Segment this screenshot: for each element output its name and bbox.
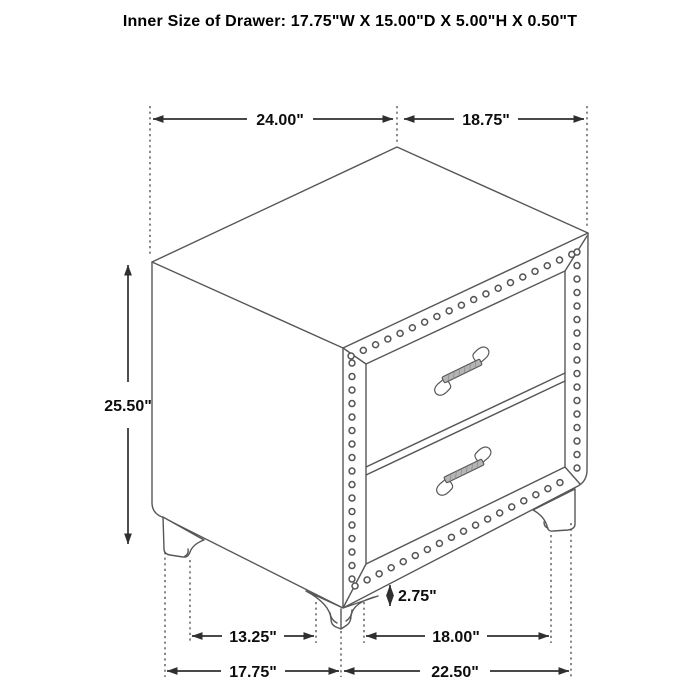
dim-bottom-outer-right-label: 22.50" bbox=[431, 664, 479, 681]
dim-bottom-inner-right-label: 18.00" bbox=[432, 629, 480, 646]
dim-bottom-inner-left-label: 13.25" bbox=[229, 629, 277, 646]
dim-top-left-span bbox=[153, 112, 393, 129]
nightstand-drawing bbox=[152, 147, 588, 629]
dim-left-height bbox=[104, 265, 152, 544]
dim-top-right-label: 18.75" bbox=[462, 112, 510, 129]
dim-top-right-span bbox=[404, 112, 584, 129]
dim-bottom-inner-right bbox=[366, 629, 549, 646]
page-title: Inner Size of Drawer: 17.75"W X 15.00"D X 5.00"H X 0.50"T bbox=[122, 13, 578, 30]
dim-leg-height-label: 2.75" bbox=[398, 588, 437, 605]
dim-leg-height bbox=[390, 585, 437, 606]
dim-bottom-inner-left bbox=[192, 629, 314, 646]
dim-height-label: 25.50" bbox=[104, 398, 152, 415]
dim-bottom-outer-right bbox=[344, 664, 569, 681]
cabinet-body bbox=[152, 147, 588, 608]
dim-bottom-outer-left-label: 17.75" bbox=[229, 664, 277, 681]
dim-bottom-outer-left bbox=[167, 664, 339, 681]
dim-top-left-label: 24.00" bbox=[256, 112, 304, 129]
